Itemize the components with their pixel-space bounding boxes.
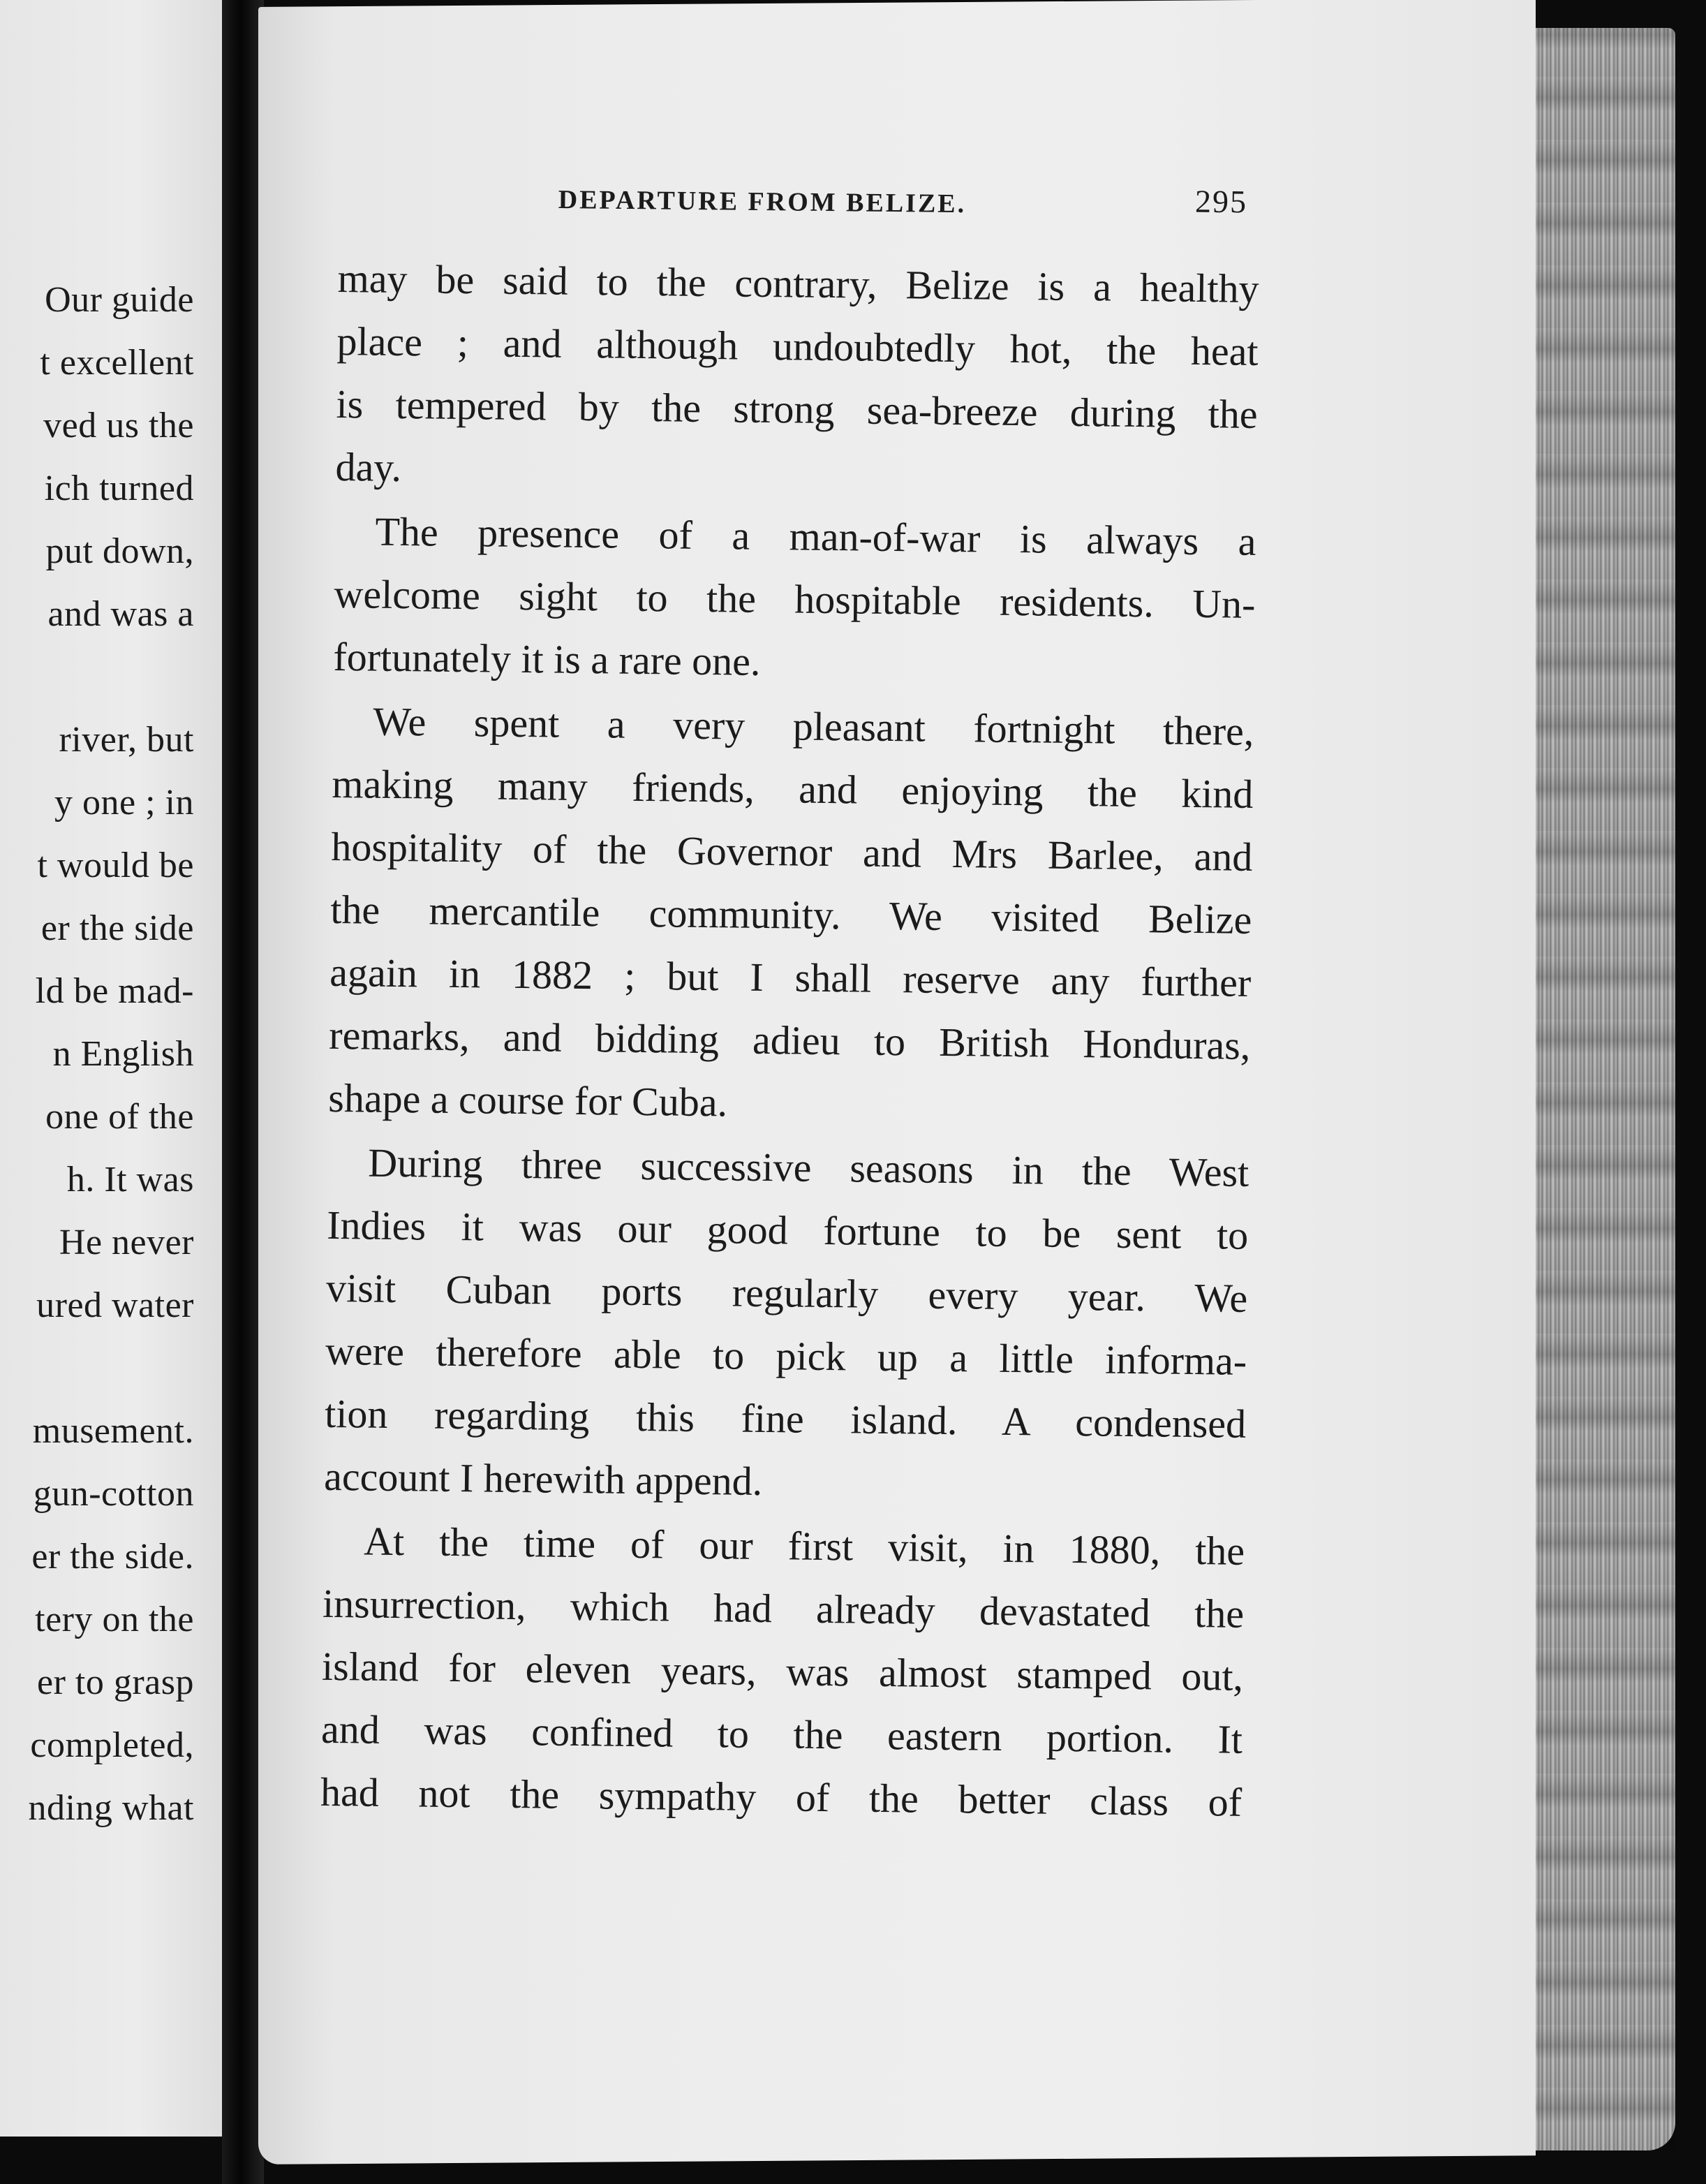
text-line: Indies it was our good fortune to be sent to <box>326 1202 1249 1258</box>
facing-page-line: ich turned <box>44 468 194 508</box>
text-line: again in 1882 ; but I shall reserve any further <box>329 949 1252 1005</box>
facing-page-line: nding what <box>28 1788 194 1828</box>
text-line: During three successive seasons in the West <box>367 1139 1249 1195</box>
text-line: The presence of a man-of-war is always a <box>375 508 1256 564</box>
text-line: At the time of our first visit, in 1880, the <box>363 1518 1245 1574</box>
running-head: DEPARTURE FROM BELIZE. <box>558 184 967 219</box>
facing-page-line: n English <box>52 1034 194 1074</box>
text-line: island for eleven years, was almost stamped out, <box>321 1643 1244 1699</box>
text-line: insurrection, which had already devastated the <box>322 1580 1245 1637</box>
text-line: welcome sight to the hospitable residents. Un- <box>334 570 1256 627</box>
facing-page-line: ved us the <box>43 406 194 445</box>
text-line: tion regarding this fine island. A condensed <box>324 1390 1247 1447</box>
facing-page-line: completed, <box>30 1725 194 1765</box>
text-line: hospitality of the Governor and Mrs Barlee, and <box>331 823 1253 880</box>
facing-page-line: ld be mad- <box>35 971 194 1011</box>
text-line: We spent a very pleasant fortnight there, <box>373 698 1254 754</box>
facing-page-line: He never <box>59 1223 194 1262</box>
text-line: visit Cuban ports regularly every year. We <box>325 1264 1248 1321</box>
page-number: 295 <box>1194 183 1248 220</box>
text-line: remarks, and bidding adieu to British Honduras, <box>329 1012 1251 1068</box>
facing-page-line: t excellent <box>40 343 194 383</box>
facing-page-line: y one ; in <box>54 783 194 822</box>
book-gutter <box>222 0 264 2184</box>
facing-page-line: ured water <box>36 1285 194 1325</box>
facing-page-line: river, but <box>59 720 194 760</box>
facing-page-line: h. It was <box>66 1160 194 1200</box>
text-line: place ; and although undoubtedly hot, the heat <box>336 318 1259 374</box>
facing-page-line: tery on the <box>35 1600 194 1639</box>
facing-page-line: and was a <box>47 594 194 634</box>
facing-page-line: t would be <box>37 846 194 885</box>
text-line: had not the sympathy of the better class of <box>320 1769 1243 1825</box>
text-line: fortunately it is a rare one. <box>333 633 761 684</box>
text-line: account I herewith append. <box>323 1453 763 1505</box>
facing-page-line: gun-cotton <box>33 1474 194 1514</box>
facing-page-line: Our guide <box>45 280 194 320</box>
facing-page <box>0 0 230 2137</box>
text-line: making many friends, and enjoying the kind <box>332 760 1254 817</box>
text-line: may be said to the contrary, Belize is a healthy <box>337 256 1259 311</box>
text-line: day. <box>335 443 402 491</box>
facing-page-line: one of the <box>45 1097 194 1137</box>
text-line: is tempered by the strong sea-breeze during the <box>336 381 1258 437</box>
text-line: shape a course for Cuba. <box>327 1075 728 1126</box>
text-line: the mercantile community. We visited Belize <box>330 886 1252 943</box>
facing-page-line: er to grasp <box>37 1662 194 1702</box>
facing-page-line: musement. <box>32 1411 194 1451</box>
facing-page-line: er the side. <box>31 1537 194 1577</box>
text-line: were therefore able to pick up a little informa- <box>325 1327 1247 1384</box>
facing-page-line: put down, <box>45 531 194 571</box>
facing-page-line: er the side <box>40 908 194 948</box>
text-line: and was confined to the eastern portion. It <box>320 1706 1243 1762</box>
